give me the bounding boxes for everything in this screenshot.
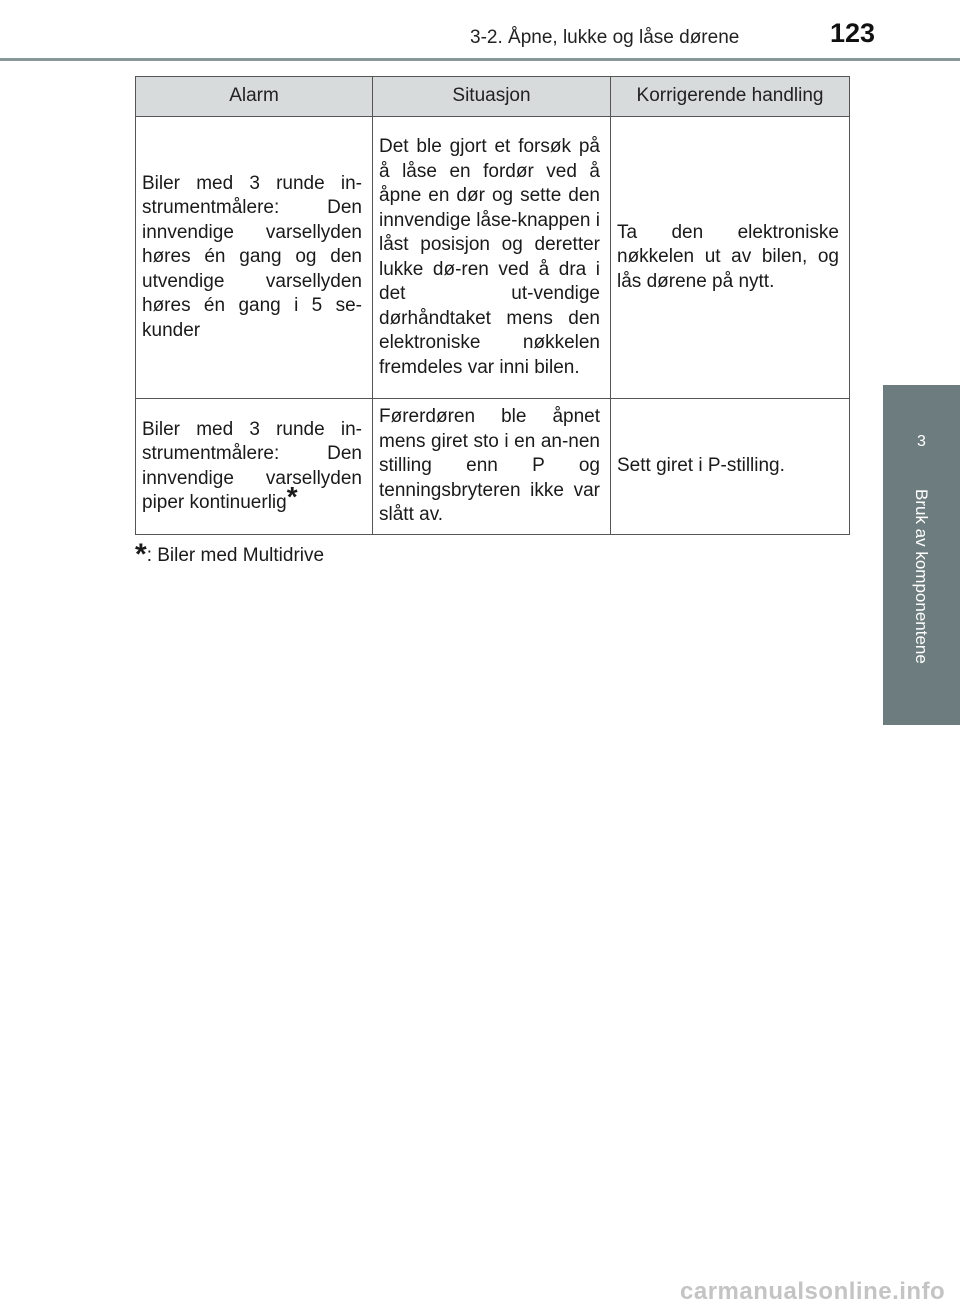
cell-alarm <box>136 117 373 399</box>
page-number: 123 <box>830 18 876 48</box>
chapter-side-tab <box>883 385 960 725</box>
footnote-marker: * <box>286 481 298 512</box>
column-header-action: Korrigerende handling <box>611 77 850 117</box>
column-header-situation: Situasjon <box>373 77 611 117</box>
table-header-row <box>136 77 850 117</box>
chapter-label: Bruk av komponentene <box>912 489 931 664</box>
cell-alarm <box>136 399 373 535</box>
footnote-star: * <box>135 538 147 571</box>
table-row <box>136 399 850 535</box>
cell-situation: Det ble gjort et forsøk på å låse en fordør ved å åpne en dør og sette den innvendige låse-knappen i låst posisjon og deretter lukke dø-ren ved å dra i det ut-vendige dørhåndtaket mens den elektroniske nøkkelen fremdeles var inni bilen. <box>373 117 611 399</box>
footnote <box>135 538 324 572</box>
alarm-text: Biler med 3 runde in-strumentmålere: Den innvendige varsellyden piper kontinuerlig <box>142 418 362 513</box>
header-divider <box>0 58 960 61</box>
alarm-text: Biler med 3 runde in-strumentmålere: Den innvendige varsellyden høres én gang og den utvendige varsellyden høres én gang i 5 se-kunder <box>142 172 362 341</box>
watermark: carmanualsonline.info <box>680 1278 946 1305</box>
cell-situation: Førerdøren ble åpnet mens giret sto i en an-nen stilling enn P og tenningsbryteren ikke var slått av. <box>373 399 611 535</box>
section-title: 3-2. Åpne, lukke og låse dørene <box>470 27 740 48</box>
column-header-alarm: Alarm <box>136 77 373 117</box>
chapter-number: 3 <box>917 433 926 450</box>
footnote-text: : Biler med Multidrive <box>146 545 325 566</box>
cell-action: Sett giret i P-stilling. <box>611 399 850 535</box>
table-row <box>136 117 850 399</box>
alarm-table <box>135 76 850 535</box>
cell-action: Ta den elektroniske nøkkelen ut av bilen, og lås dørene på nytt. <box>611 117 850 399</box>
